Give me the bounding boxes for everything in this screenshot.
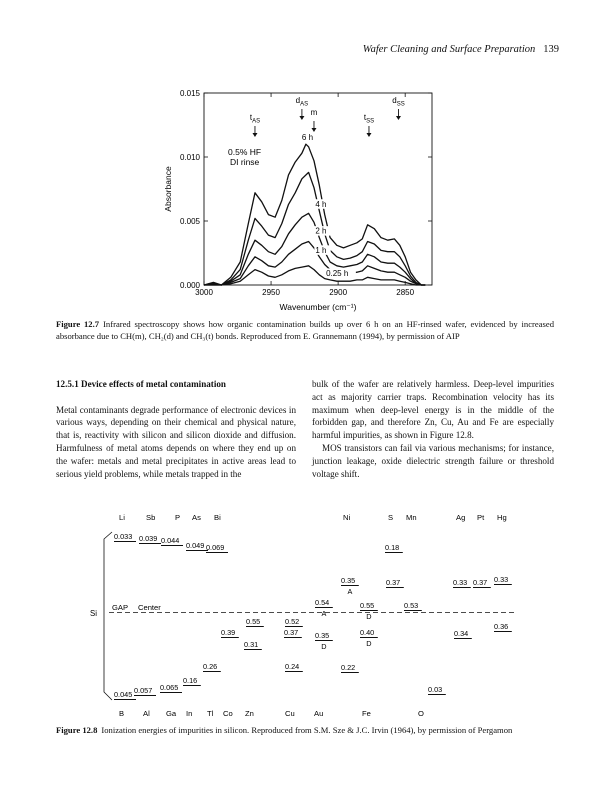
caption-label: Figure 12.8 [56,725,98,735]
impurity-levels-diagram [0,505,615,735]
level-value: 0.39 [221,628,236,637]
peak-label: $t_{AS}$ [249,113,261,125]
running-title: Wafer Cleaning and Surface Preparation [362,44,536,55]
level-type: D [366,612,372,621]
left-column [56,378,296,493]
peak-label: $d_{AS}$ [295,96,309,108]
peak-arrowhead [299,116,304,120]
element-label: Zn [245,709,254,718]
level-value: 0.54 [315,598,330,607]
element-label: S [388,513,394,522]
element-label: As [192,513,201,522]
y-tick-label: 0.015 [179,89,200,98]
level-value: 0.55 [360,601,375,610]
level-value: 0.26 [203,662,218,671]
x-tick-label: 3000 [195,288,213,297]
level-type: A [321,609,327,618]
element-label: Ga [166,709,177,718]
band-edge-bracket [104,532,112,700]
level-value: 0.36 [494,622,509,631]
element-label: Cu [285,709,295,718]
level-value: 0.33 [494,575,509,584]
level-value: 0.35 [341,576,356,585]
level-value: 0.24 [285,662,300,671]
element-label: Co [223,709,233,718]
element-label: Bi [214,513,221,522]
element-label: Au [314,709,324,718]
left-paragraph: Metal contaminants degrade performance of electronic devices in various ways, depending on their chemical and physical nature, that is, reactivity with silicon and silicon dioxide and diffusion. Harmfulness of metal atoms depends on where they end up on the wafer: metals and metal precipitates in active areas lead to serious yield problems, while metals trapped in the [56,404,296,479]
chart-annotations [250,96,405,137]
peak-label: $d_{SS}$ [392,96,405,108]
level-value: 0.057 [134,686,153,695]
series-label: 0.25 h [326,268,349,278]
element-label: Mn [406,513,417,522]
element-label: Pt [477,513,485,522]
level-value: 0.039 [139,534,158,543]
center-label: Center [138,603,161,612]
level-value: 0.033 [114,532,133,541]
ir-spectrum-chart [0,70,615,390]
series-line [204,266,425,285]
level-value: 0.049 [186,541,205,550]
element-label: Ag [456,513,466,522]
level-value: 0.044 [161,536,180,545]
level-value: 0.40 [360,628,375,637]
y-tick-label: 0.005 [179,217,200,226]
si-label: Si [90,609,97,618]
element-label: Ni [343,513,351,522]
level-value: 0.37 [284,628,299,637]
level-value: 0.37 [473,578,488,587]
level-value: 0.18 [385,543,400,552]
level-value: 0.53 [404,601,419,610]
level-type: D [366,639,372,648]
top-element-row [119,513,507,522]
legend-line-2: DI rinse [230,157,260,167]
right-column [312,378,554,480]
series-label: 4 h [315,199,327,209]
element-label: Li [119,513,125,522]
level-value: 0.34 [454,629,469,638]
plot-frame [204,93,432,285]
peak-label: $t_{SS}$ [363,113,375,125]
level-type: A [347,587,353,596]
chart-axes [163,89,432,312]
level-value: 0.55 [246,617,261,626]
peak-arrowhead [311,128,316,132]
x-tick-label: 2900 [329,288,348,297]
element-label: In [186,709,193,718]
x-axis-label: Wavenumber (cm⁻¹) [279,302,357,312]
x-tick-label: 2950 [262,288,280,297]
level-value: 0.31 [244,640,259,649]
running-header [363,44,559,55]
level-value: 0.52 [285,617,300,626]
element-label: Sb [146,513,156,522]
y-axis-label: Absorbance [163,166,173,212]
series-label: 1 h [315,245,327,255]
page-number: 139 [543,44,559,55]
element-label: Al [143,709,150,718]
x-tick-label: 2850 [396,288,415,297]
figure-12-8-caption [56,724,554,736]
bottom-element-row [119,709,424,718]
level-value: 0.22 [341,663,356,672]
element-label: Fe [362,709,371,718]
gap-label: GAP [112,603,129,612]
energy-levels [114,532,512,700]
y-tick-label: 0.010 [179,153,200,162]
legend-line-1: 0.5% HF [228,147,262,157]
element-label: Tl [207,709,214,718]
level-value: 0.069 [206,543,225,552]
y-tick-label: 0.000 [179,281,200,290]
element-label: P [175,513,181,522]
section-heading: 12.5.1 Device effects of metal contamination [56,379,226,389]
caption-text: Ionization energies of impurities in silicon. Reproduced from S.M. Sze & J.C. Irvin (1964), by permission of Pergamon [101,725,513,735]
right-paragraph-1: bulk of the wafer are relatively harmless. Deep-level impurities act as majority carrier traps. Recombination velocity has its maximum when deep-level energy is in the middle of the forbidden gap, and therefore Zn, Cu, Au and Fe are especially harmful impurities, as shown in Figure 12.8. [312,379,554,441]
series-label: 2 h [315,226,327,236]
level-value: 0.35 [315,631,330,640]
level-value: 0.33 [453,578,468,587]
caption-text: Infrared spectroscopy shows how organic contamination builds up over 6 h on an HF-rinsed wafer, evidenced by increased absorbance due to CH(m), CH₂(d) and CH₃(t) bonds. Reproduced from E. Grannemann (1994), by permission of AIP [56,319,554,341]
peak-label: m [310,108,318,117]
element-label: Hg [497,513,507,522]
level-value: 0.37 [386,578,401,587]
level-value: 0.03 [428,685,443,694]
figure-12-7-caption [56,318,554,342]
level-value: 0.16 [183,676,198,685]
right-paragraph-2: MOS transistors can fail via various mechanisms; for instance, junction leakage, oxide dielectric strength failure or threshold voltage shift. [312,442,554,479]
level-value: 0.045 [114,690,133,699]
element-label: B [119,709,125,718]
peak-arrowhead [396,116,401,120]
series-label: 6 h [301,133,314,143]
peak-arrowhead [252,133,257,137]
element-label: O [418,709,424,718]
caption-label: Figure 12.7 [56,319,100,329]
level-type: D [321,642,327,651]
level-value: 0.065 [160,683,179,692]
peak-arrowhead [366,133,371,137]
